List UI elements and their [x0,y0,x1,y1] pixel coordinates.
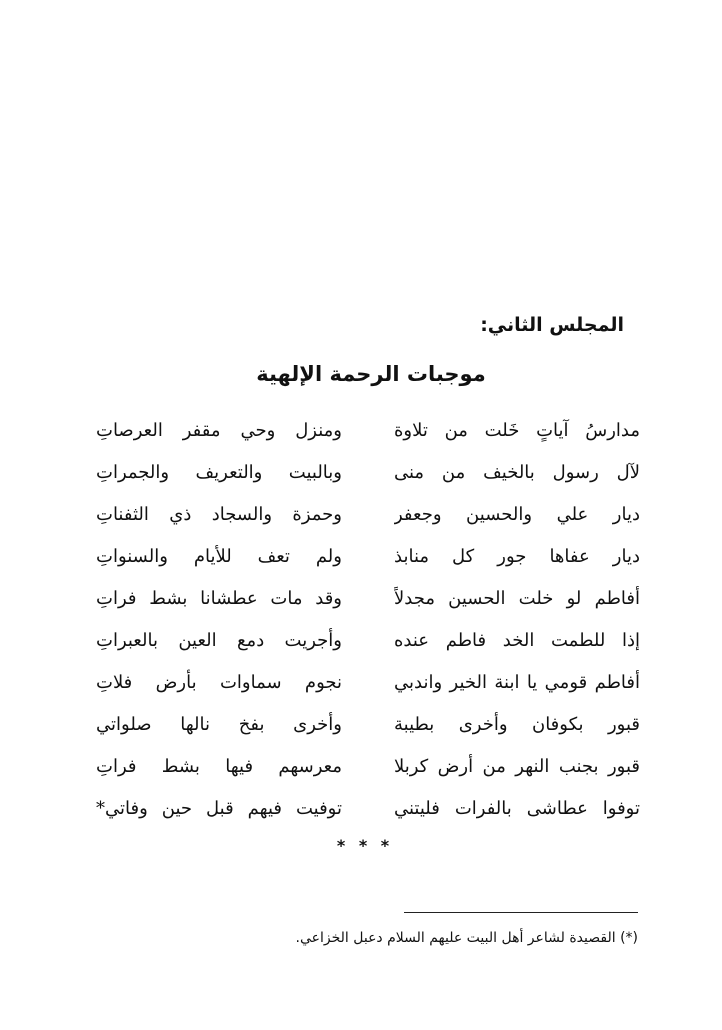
second-hemistich: وبالبيت والتعريف والجمراتِ [96,462,342,483]
verse-row [0,410,722,452]
first-hemistich: توفوا عطاشى بالفرات فليتني [394,798,640,819]
verse-row [0,662,722,704]
poem-verses [0,410,722,830]
first-hemistich: مدارسُ آياتٍ خَلت من تلاوة [394,420,640,441]
second-hemistich: توفيت فيهم قبل حين وفاتي* [96,798,342,819]
footnote-divider [404,912,638,913]
second-hemistich: ولم تعف للأيام والسنواتِ [96,546,342,567]
verse-row [0,788,722,830]
first-hemistich: ديار علي والحسين وجعفر [394,504,640,525]
verse-row [0,452,722,494]
verse-row [0,746,722,788]
second-hemistich: وحمزة والسجاد ذي الثفناتِ [96,504,342,525]
verse-row [0,578,722,620]
first-hemistich: لآل رسول بالخيف من منى [394,462,640,483]
verse-row [0,620,722,662]
first-hemistich: قبور بكوفان وأخرى بطيبة [394,714,640,735]
verse-row [0,536,722,578]
second-hemistich: معرسهم فيها بشط فراتِ [96,756,342,777]
section-separator: * * * [336,836,394,855]
first-hemistich: أفاطم لو خلت الحسين مجدلاً [394,588,640,609]
verse-row [0,704,722,746]
poem-title: موجبات الرحمة الإلهية [256,362,486,386]
section-label: المجلس الثاني: [480,314,624,336]
second-hemistich: وأخرى بفخ نالها صلواتي [96,714,342,735]
footnote: (*) القصيدة لشاعر أهل البيت عليهم السلام دعبل الخزاعي. [295,930,638,946]
first-hemistich: إذا للطمت الخد فاطم عنده [394,630,640,651]
verse-row [0,494,722,536]
second-hemistich: نجوم سماوات بأرض فلاتِ [96,672,342,693]
first-hemistich: أفاطم قومي يا ابنة الخير واندبي [394,672,640,693]
first-hemistich: قبور بجنب النهر من أرض كربلا [394,756,640,777]
second-hemistich: ومنزل وحي مقفر العرصاتِ [96,420,342,441]
second-hemistich: وقد مات عطشانا بشط فراتِ [96,588,342,609]
second-hemistich: وأجريت دمع العين بالعبراتِ [96,630,342,651]
first-hemistich: ديار عفاها جور كل منابذ [394,546,640,567]
